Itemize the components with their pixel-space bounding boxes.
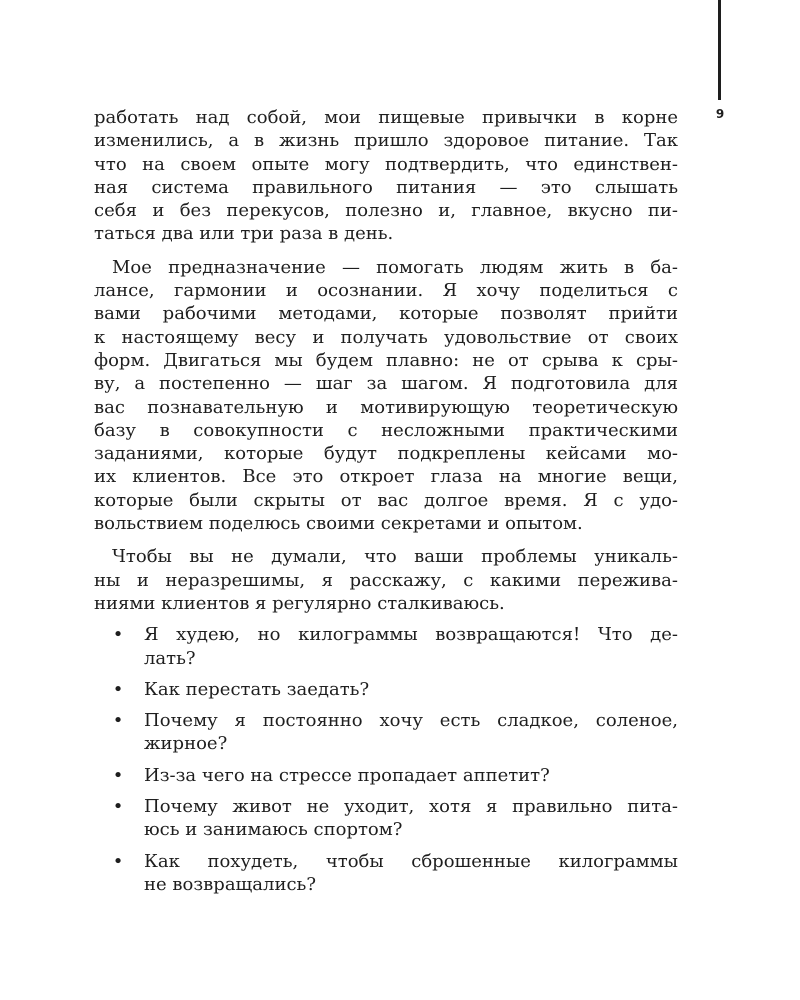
- list-item: [94, 709, 678, 756]
- list-item-line: юсь и занимаюсь спортом?: [144, 819, 403, 841]
- paragraph-2: [94, 256, 678, 536]
- list-item-line: не возвращались?: [144, 873, 316, 895]
- list-item-line: Как похудеть, чтобы сброшенные килограммы: [144, 850, 678, 872]
- list-item: [94, 623, 678, 670]
- page-edge-rule: [718, 0, 721, 100]
- bullet-icon: •: [112, 796, 124, 818]
- paragraph-3: [94, 545, 678, 615]
- bullet-icon: •: [112, 624, 124, 646]
- text-line: вольствием поделюсь своими секретами и опытом.: [94, 513, 583, 535]
- text-line: заданиями, которые будут подкреплены кейсами мо-: [94, 443, 678, 465]
- text-line: работать над собой, мои пищевые привычки в корне: [94, 107, 678, 128]
- list-item-line: Я худею, но килограммы возвращаются! Что де-: [144, 624, 678, 646]
- text-line: изменились, а в жизнь пришло здоровое питание. Так: [94, 130, 678, 152]
- list-item-line: Почему живот не уходит, хотя я правильно пита-: [144, 796, 678, 818]
- bullet-icon: •: [112, 710, 124, 732]
- text-line: которые были скрыты от вас долгое время. Я с удо-: [94, 489, 678, 511]
- list-item: [94, 764, 678, 787]
- bullet-icon: •: [112, 678, 124, 700]
- text-line: форм. Двигаться мы будем плавно: не от срыва к сры-: [94, 349, 678, 371]
- text-line: ны и неразрешимы, я расскажу, с какими пережива-: [94, 569, 678, 591]
- text-line: ниями клиентов я регулярно сталкиваюсь.: [94, 592, 505, 614]
- text-line: себя и без перекусов, полезно и, главное, вкусно пи-: [94, 200, 678, 222]
- text-line: вас познавательную и мотивирующую теоретическую: [94, 396, 678, 418]
- body-text: [94, 106, 678, 904]
- list-item-line: Почему я постоянно хочу есть сладкое, соленое,: [144, 710, 678, 732]
- list-item-line: Из-за чего на стрессе пропадает аппетит?: [144, 764, 550, 786]
- text-line: базу в совокупности с несложными практическими: [94, 419, 678, 441]
- text-line: их клиентов. Все это откроет глаза на многие вещи,: [94, 466, 678, 488]
- text-line: ву, а постепенно — шаг за шагом. Я подготовила для: [94, 373, 678, 395]
- text-line: к настоящему весу и получать удовольствие от своих: [94, 326, 678, 348]
- text-line: Мое предназначение — помогать людям жить в ба-: [112, 256, 678, 278]
- text-line: что на своем опыте могу подтвердить, что единствен-: [94, 153, 678, 175]
- list-item-line: лать?: [144, 647, 196, 669]
- text-line: лансе, гармонии и осознании. Я хочу поделиться с: [94, 280, 678, 302]
- text-line: ная система правильного питания — это слышать: [94, 176, 678, 198]
- text-line: вами рабочими методами, которые позволят прийти: [94, 303, 678, 325]
- bullet-icon: •: [112, 850, 124, 872]
- bullet-icon: •: [112, 764, 124, 786]
- page-number: 9: [715, 107, 725, 121]
- bullet-list: [94, 623, 678, 896]
- paragraph-1: [94, 106, 678, 246]
- text-line: Чтобы вы не думали, что ваши проблемы уникаль-: [112, 546, 678, 568]
- list-item-line: Как перестать заедать?: [144, 678, 370, 700]
- text-line: таться два или три раза в день.: [94, 223, 394, 245]
- list-item: [94, 795, 678, 842]
- list-item-line: жирное?: [144, 733, 228, 755]
- list-item: [94, 850, 678, 897]
- list-item: [94, 678, 678, 701]
